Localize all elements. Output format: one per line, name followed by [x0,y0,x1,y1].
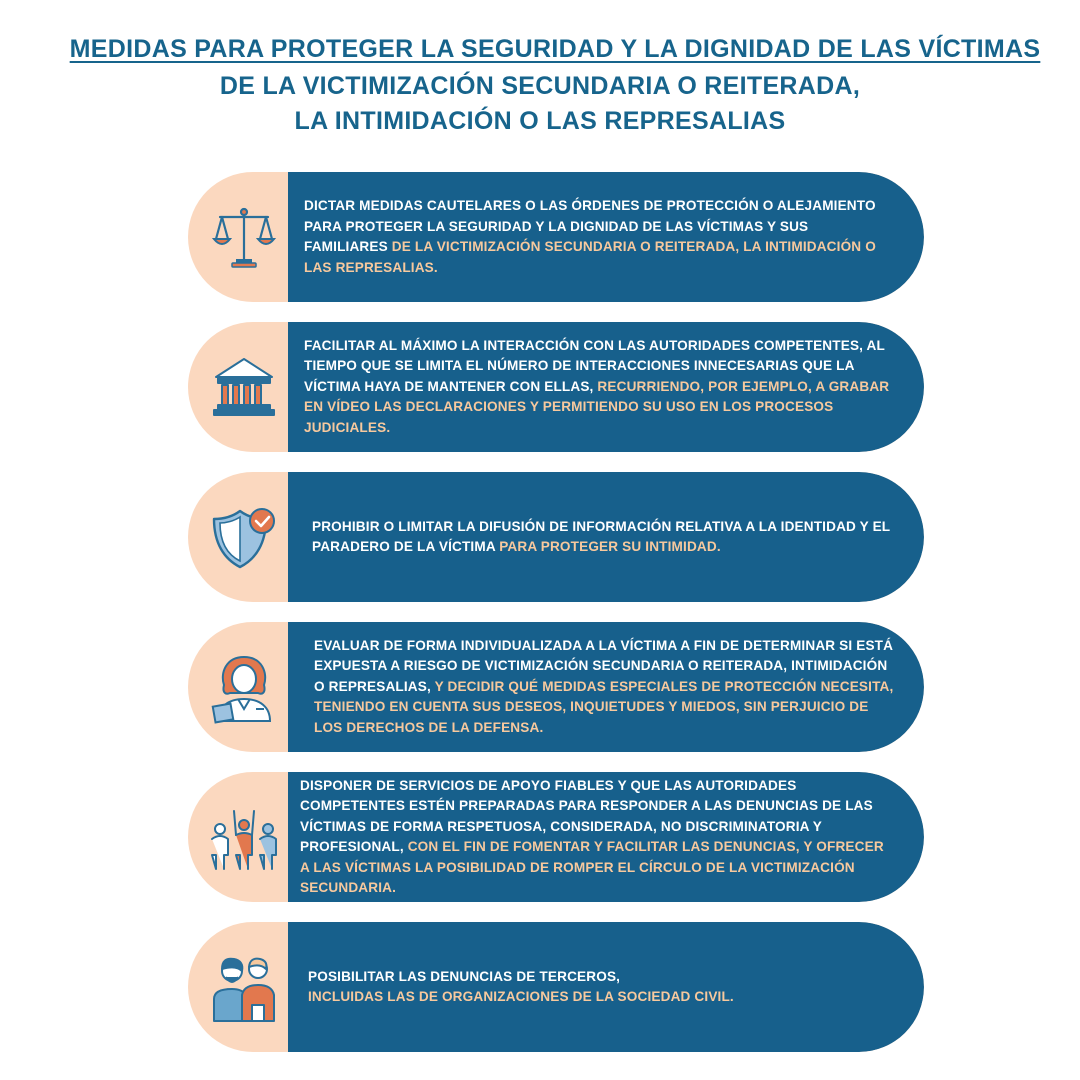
measure-text-1-main: DICTAR MEDIDAS CAUTELARES O LAS ÓRDENES DE PROTECCIÓN O ALEJAMIENTO PARA PROTEGER LA SEGURIDAD Y LA DIGNIDAD DE LAS VÍCTIMAS Y SUS FAMILIARES [304,198,876,254]
measure-panel-4 [288,622,924,752]
measure-text-5-highlight: CON EL FIN DE FOMENTAR Y FACILITAR LAS DENUNCIAS, Y OFRECER A LAS VÍCTIMAS LA POSIBILIDAD DE ROMPER EL CÍRCULO DE LA VICTIMIZACIÓN SECUNDARIA. [300,839,884,895]
measure-text-5-main: DISPONER DE SERVICIOS DE APOYO FIABLES Y QUE LAS AUTORIDADES COMPETENTES ESTÉN PREPARADAS PARA RESPONDER A LAS DENUNCIAS DE LAS VÍCTIMAS DE FORMA RESPETUOSA, CONSIDERADA, NO DISCRIMINATORIA Y PROFESIONAL, [300,777,873,854]
courthouse-icon [206,349,282,425]
measure-text-4-main: EVALUAR DE FORMA INDIVIDUALIZADA A LA VÍCTIMA A FIN DE DETERMINAR SI ESTÁ EXPUESTA A RIESGO DE VICTIMIZACIÓN SECUNDARIA O REITERADA, INTIMIDACIÓN O REPRESALIAS, [314,637,894,694]
measure-text-6-main: POSIBILITAR LAS DENUNCIAS DE TERCEROS, [308,968,621,984]
people-support-icon [206,799,282,875]
two-people-icon [206,949,282,1025]
measure-text-6 [304,967,734,1008]
title-line-2: DE LA VICTIMIZACIÓN SECUNDARIA O REITERADA, [219,72,861,100]
measure-card-3 [188,472,924,602]
shield-check-icon [206,499,282,575]
measure-card-6 [188,922,924,1052]
measure-card-5 [188,772,924,902]
measure-text-3-main: PROHIBIR O LIMITAR LA DIFUSIÓN DE INFORMACIÓN RELATIVA A LA IDENTIDAD Y EL PARADERO DE LA VÍCTIMA [312,518,891,554]
measure-card-2 [188,322,924,452]
measure-text-3 [304,517,894,558]
measure-text-2-main: FACILITAR AL MÁXIMO LA INTERACCIÓN CON LAS AUTORIDADES COMPETENTES, AL TIEMPO QUE SE LIMITA EL NÚMERO DE INTERACCIONES INNECESARIAS QUE LA VÍCTIMA HAYA DE MANTENER CON ELLAS, [304,337,885,394]
measure-text-6-highlight: INCLUIDAS LAS DE ORGANIZACIONES DE LA SOCIEDAD CIVIL. [308,989,734,1004]
measure-text-3-highlight: PARA PROTEGER SU INTIMIDAD. [499,539,721,554]
page-title [0,32,1080,139]
measure-card-1 [188,172,924,302]
measure-text-4-highlight: Y DECIDIR QUÉ MEDIDAS ESPECIALES DE PROTECCIÓN NECESITA, TENIENDO EN CUENTA SUS DESEOS, INQUIETUDES Y MIEDOS, SIN PERJUICIO DE LOS DERECHOS DE LA DEFENSA. [314,678,894,735]
measure-text-1 [304,196,894,278]
measure-text-4 [304,636,894,739]
measure-text-1-highlight: DE LA VICTIMIZACIÓN SECUNDARIA O REITERADA, LA INTIMIDACIÓN O LAS REPRESALIAS. [304,239,876,275]
measure-panel-2 [288,322,924,452]
professional-woman-icon [206,649,282,725]
measure-panel-5 [288,772,924,902]
measure-text-5 [300,776,894,899]
measure-panel-1 [288,172,924,302]
title-line-3: LA INTIMIDACIÓN O LAS REPRESALIAS [294,107,786,135]
measure-card-4 [188,622,924,752]
measure-panel-3 [288,472,924,602]
measure-text-2-highlight: RECURRIENDO, POR EJEMPLO, A GRABAR EN VÍDEO LAS DECLARACIONES Y PERMITIENDO SU USO EN LOS PROCESOS JUDICIALES. [304,378,890,435]
measure-panel-6 [288,922,924,1052]
title-line-1: MEDIDAS PARA PROTEGER LA SEGURIDAD Y LA DIGNIDAD DE LAS VÍCTIMAS [69,35,1041,63]
measure-text-2 [304,336,894,439]
scales-icon [206,199,282,275]
